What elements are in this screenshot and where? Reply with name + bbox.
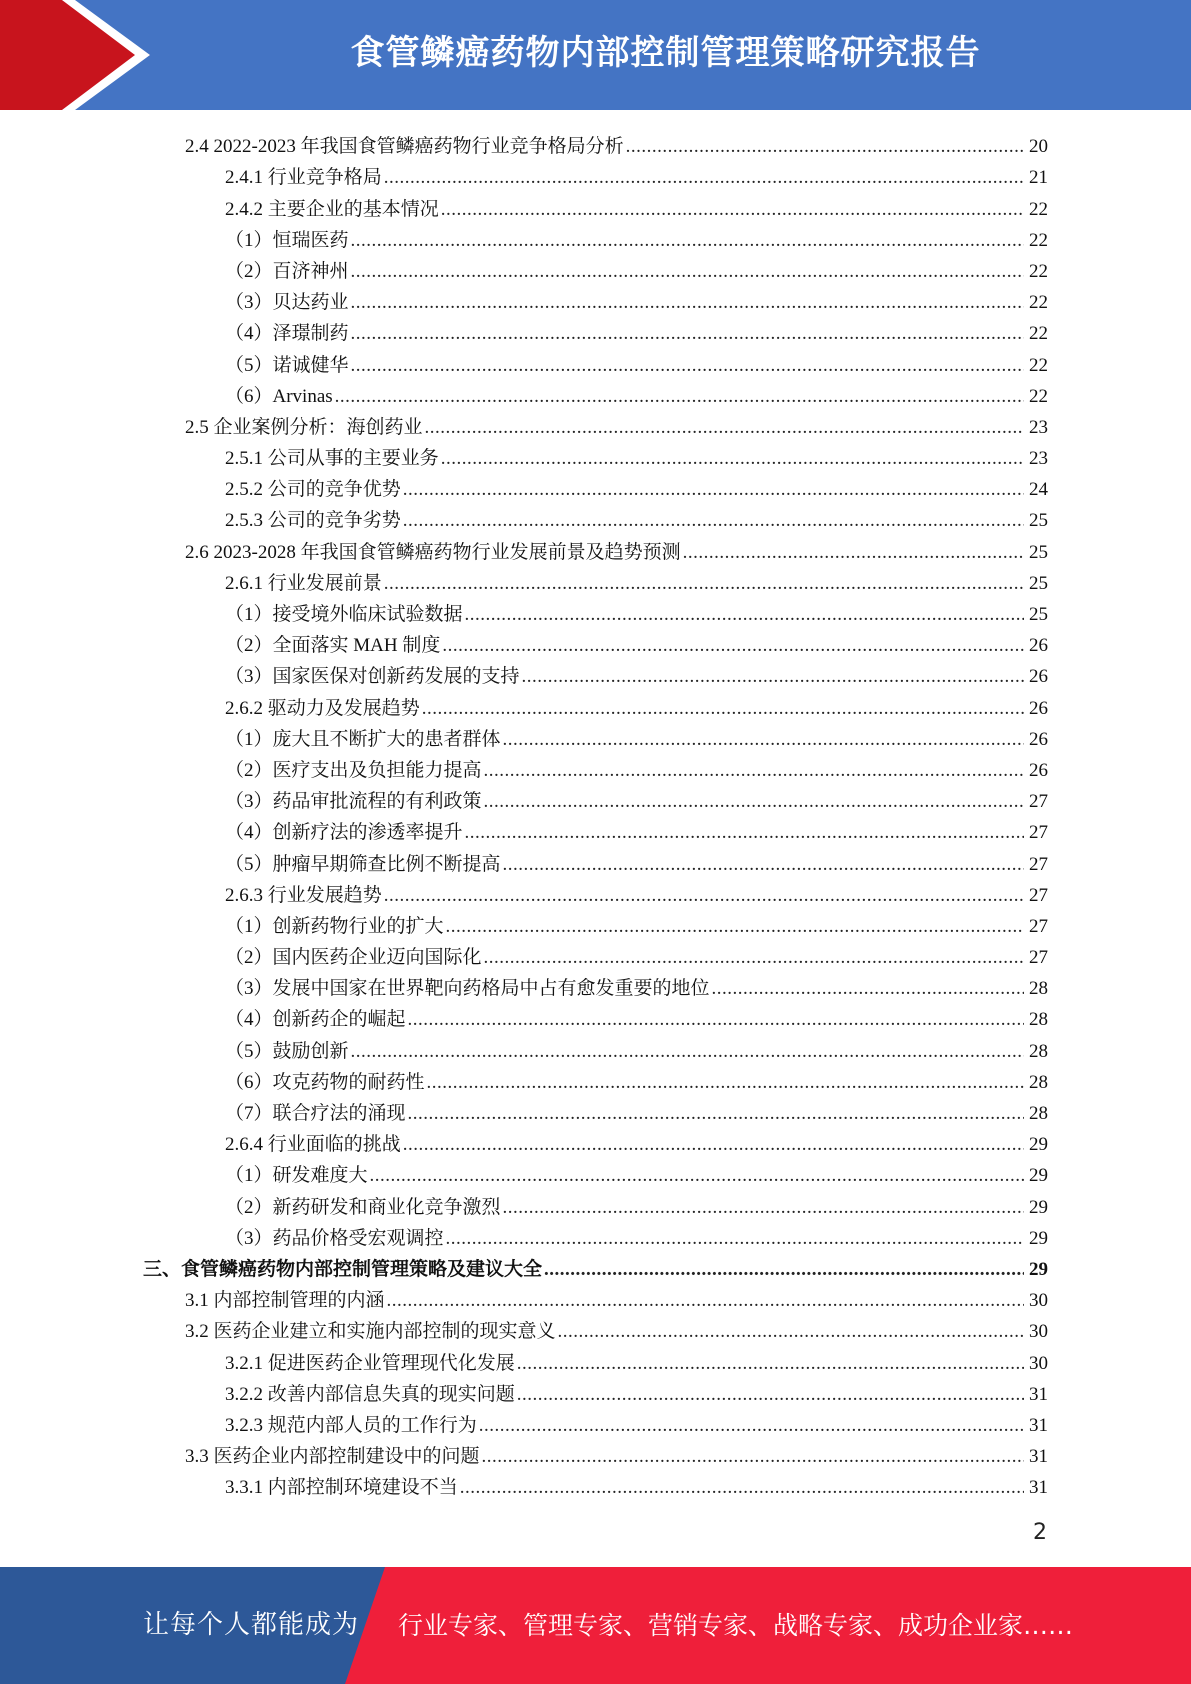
toc-entry-label: （2）百济神州 xyxy=(225,260,349,282)
toc-entry[interactable] xyxy=(0,657,1048,688)
toc-entry[interactable] xyxy=(0,1063,1048,1094)
toc-entry-label: （3）贝达药业 xyxy=(225,292,349,314)
toc-entry-label: （1）创新药物行业的扩大 xyxy=(225,915,444,937)
toc-dot-leader xyxy=(387,1290,1024,1312)
toc-dot-leader xyxy=(351,230,1024,252)
toc-entry[interactable] xyxy=(0,1156,1048,1187)
page-footer xyxy=(0,1567,1191,1684)
toc-dot-leader xyxy=(370,1165,1024,1187)
toc-entry-label: 3.2.3 规范内部人员的工作行为 xyxy=(225,1414,477,1436)
toc-entry-page: 22 xyxy=(1029,198,1048,220)
toc-entry-label: 三、食管鳞癌药物内部控制管理策略及建议大全 xyxy=(143,1258,543,1280)
toc-dot-leader xyxy=(384,573,1024,595)
toc-entry-page: 28 xyxy=(1029,978,1048,1000)
toc-dot-leader xyxy=(484,947,1024,969)
toc-entry[interactable] xyxy=(0,1406,1048,1437)
toc-entry-page: 27 xyxy=(1029,853,1048,875)
toc-dot-leader xyxy=(442,635,1024,657)
toc-entry-label: （3）药品审批流程的有利政策 xyxy=(225,791,482,813)
toc-entry-page: 23 xyxy=(1029,448,1048,470)
toc-entry-page: 25 xyxy=(1029,572,1048,594)
toc-entry-page: 21 xyxy=(1029,167,1048,189)
toc-entry[interactable] xyxy=(0,969,1048,1000)
toc-dot-leader xyxy=(441,448,1024,470)
toc-entry[interactable] xyxy=(0,876,1048,907)
toc-entry-label: （5）肿瘤早期筛查比例不断提高 xyxy=(225,853,501,875)
toc-entry-page: 22 xyxy=(1029,354,1048,376)
toc-entry-page: 30 xyxy=(1029,1290,1048,1312)
toc-dot-leader xyxy=(460,1477,1024,1499)
toc-dot-leader xyxy=(403,1134,1024,1156)
toc-entry-label: （1）研发难度大 xyxy=(225,1165,368,1187)
toc-entry-page: 26 xyxy=(1029,635,1048,657)
toc-entry-page: 29 xyxy=(1029,1165,1048,1187)
toc-entry[interactable] xyxy=(0,688,1048,719)
toc-dot-leader xyxy=(351,355,1024,377)
toc-entry[interactable] xyxy=(0,1375,1048,1406)
toc-entry-page: 26 xyxy=(1029,728,1048,750)
toc-entry-page: 27 xyxy=(1029,915,1048,937)
toc-entry[interactable] xyxy=(0,1031,1048,1062)
toc-dot-leader xyxy=(408,1103,1024,1125)
toc-entry-label: （4）泽璟制药 xyxy=(225,323,349,345)
toc-entry[interactable] xyxy=(0,127,1048,158)
toc-dot-leader xyxy=(558,1321,1024,1343)
toc-entry[interactable] xyxy=(0,751,1048,782)
toc-entry-page: 22 xyxy=(1029,292,1048,314)
toc-entry-label: （6）攻克药物的耐药性 xyxy=(225,1071,425,1093)
toc-entry-label: （2）新药研发和商业化竞争激烈 xyxy=(225,1196,501,1218)
toc-entry-page: 25 xyxy=(1029,541,1048,563)
toc-entry[interactable] xyxy=(0,189,1048,220)
toc-entry-page: 22 xyxy=(1029,229,1048,251)
toc-dot-leader xyxy=(427,1072,1024,1094)
toc-entry[interactable] xyxy=(0,345,1048,376)
toc-entry[interactable] xyxy=(0,158,1048,189)
toc-entry-label: （2）国内医药企业迈向国际化 xyxy=(225,947,482,969)
toc-entry[interactable] xyxy=(0,813,1048,844)
toc-entry-page: 28 xyxy=(1029,1009,1048,1031)
toc-dot-leader xyxy=(544,1259,1024,1281)
toc-entry-page: 26 xyxy=(1029,759,1048,781)
toc-entry-label: （7）联合疗法的涌现 xyxy=(225,1103,406,1124)
table-of-contents xyxy=(0,127,1191,1499)
toc-entry[interactable] xyxy=(0,283,1048,314)
toc-entry[interactable] xyxy=(0,221,1048,252)
toc-entry[interactable] xyxy=(0,1187,1048,1218)
toc-entry[interactable] xyxy=(0,439,1048,470)
toc-entry[interactable] xyxy=(0,1343,1048,1374)
toc-entry[interactable] xyxy=(0,720,1048,751)
toc-entry-label: （3）药品价格受宏观调控 xyxy=(225,1227,444,1249)
toc-entry-label: 2.5 企业案例分析：海创药业 xyxy=(185,416,423,438)
toc-dot-leader xyxy=(712,978,1024,1000)
toc-entry-label: 3.2 医药企业建立和实施内部控制的现实意义 xyxy=(185,1321,556,1343)
toc-entry-label: 3.2.2 改善内部信息失真的现实问题 xyxy=(225,1383,515,1405)
toc-entry-label: （4）创新药企的崛起 xyxy=(225,1009,406,1031)
toc-dot-leader xyxy=(351,261,1024,283)
toc-dot-leader xyxy=(351,292,1024,314)
toc-entry-page: 29 xyxy=(1029,1196,1048,1218)
toc-entry[interactable] xyxy=(0,907,1048,938)
header-red-chevron xyxy=(0,0,150,110)
toc-entry-page: 28 xyxy=(1029,1040,1048,1062)
toc-entry-label: 2.6.4 行业面临的挑战 xyxy=(225,1134,401,1156)
toc-entry-page: 22 xyxy=(1029,385,1048,407)
toc-entry-page: 23 xyxy=(1029,416,1048,438)
toc-entry[interactable] xyxy=(0,501,1048,532)
toc-dot-leader xyxy=(335,386,1024,408)
toc-entry-label: （2）医疗支出及负担能力提高 xyxy=(225,759,482,781)
toc-dot-leader xyxy=(465,822,1024,844)
toc-entry-page: 31 xyxy=(1029,1414,1048,1436)
toc-entry[interactable] xyxy=(0,1281,1048,1312)
toc-entry[interactable] xyxy=(0,782,1048,813)
toc-entry-label: （2）全面落实 MAH 制度 xyxy=(225,635,441,657)
toc-entry-page: 27 xyxy=(1029,947,1048,969)
toc-entry[interactable] xyxy=(0,1437,1048,1468)
toc-entry[interactable] xyxy=(0,470,1048,501)
toc-dot-leader xyxy=(351,323,1024,345)
toc-entry-page: 22 xyxy=(1029,323,1048,345)
toc-entry-page: 29 xyxy=(1029,1227,1048,1249)
toc-entry-label: 3.1 内部控制管理的内涵 xyxy=(185,1290,385,1312)
toc-entry-label: 2.6.1 行业发展前景 xyxy=(225,572,382,594)
page-header xyxy=(0,0,1191,110)
toc-entry[interactable] xyxy=(0,844,1048,875)
footer-slogan-right: 行业专家、管理专家、营销专家、战略专家、成功企业家…… xyxy=(398,1611,1074,1640)
toc-entry[interactable] xyxy=(0,1125,1048,1156)
toc-dot-leader xyxy=(422,698,1024,720)
toc-entry-page: 28 xyxy=(1029,1103,1048,1124)
toc-entry[interactable] xyxy=(0,1312,1048,1343)
footer-slogan-left: 让每个人都能成为 xyxy=(143,1610,360,1640)
toc-entry-page: 29 xyxy=(1029,1258,1048,1280)
toc-entry-page: 24 xyxy=(1029,479,1048,501)
toc-dot-leader xyxy=(626,136,1024,158)
toc-entry-label: （1）庞大且不断扩大的患者群体 xyxy=(225,728,501,750)
toc-entry-page: 20 xyxy=(1029,136,1048,158)
toc-entry-page: 26 xyxy=(1029,666,1048,688)
toc-entry[interactable] xyxy=(0,532,1048,563)
toc-entry-label: 2.6.2 驱动力及发展趋势 xyxy=(225,697,420,719)
toc-dot-leader xyxy=(441,199,1024,221)
toc-entry-label: 2.4.1 行业竞争格局 xyxy=(225,167,382,189)
toc-entry-label: 2.5.1 公司从事的主要业务 xyxy=(225,448,439,470)
toc-dot-leader xyxy=(484,791,1024,813)
toc-dot-leader xyxy=(503,1197,1024,1219)
toc-entry[interactable] xyxy=(0,1219,1048,1250)
toc-dot-leader xyxy=(446,1228,1024,1250)
toc-entry-label: 2.4.2 主要企业的基本情况 xyxy=(225,198,439,220)
toc-entry[interactable] xyxy=(0,626,1048,657)
toc-entry-label: （1）接受境外临床试验数据 xyxy=(225,604,463,625)
toc-dot-leader xyxy=(522,666,1024,688)
toc-dot-leader xyxy=(408,1009,1024,1031)
toc-entry[interactable] xyxy=(0,1094,1048,1125)
toc-entry-label: 2.6.3 行业发展趋势 xyxy=(225,884,382,906)
toc-entry[interactable] xyxy=(0,314,1048,345)
toc-dot-leader xyxy=(384,167,1024,189)
page-number: 2 xyxy=(1033,1520,1047,1545)
toc-dot-leader xyxy=(351,1041,1024,1063)
toc-entry-page: 31 xyxy=(1029,1446,1048,1468)
toc-entry-label: （5）诺诚健华 xyxy=(225,354,349,376)
toc-entry-page: 29 xyxy=(1029,1134,1048,1156)
toc-entry-label: 2.4 2022-2023 年我国食管鳞癌药物行业竞争格局分析 xyxy=(185,136,624,158)
toc-entry-page: 28 xyxy=(1029,1071,1048,1093)
toc-dot-leader xyxy=(503,729,1024,751)
toc-entry-label: （5）鼓励创新 xyxy=(225,1040,349,1062)
toc-entry[interactable] xyxy=(0,1000,1048,1031)
toc-entry-page: 25 xyxy=(1029,510,1048,532)
toc-entry-label: （3）国家医保对创新药发展的支持 xyxy=(225,666,520,688)
toc-entry-label: （1）恒瑞医药 xyxy=(225,229,349,251)
toc-entry-page: 30 xyxy=(1029,1352,1048,1374)
toc-dot-leader xyxy=(446,916,1024,938)
toc-dot-leader xyxy=(484,760,1024,782)
toc-entry-label: 2.6 2023-2028 年我国食管鳞癌药物行业发展前景及趋势预测 xyxy=(185,541,681,563)
toc-dot-leader xyxy=(384,885,1024,907)
toc-entry-label: 3.2.1 促进医药企业管理现代化发展 xyxy=(225,1352,515,1374)
toc-entry-page: 26 xyxy=(1029,697,1048,719)
toc-dot-leader xyxy=(403,479,1024,501)
toc-entry[interactable] xyxy=(0,408,1048,439)
toc-entry-label: 3.3.1 内部控制环境建设不当 xyxy=(225,1477,458,1499)
toc-entry[interactable] xyxy=(0,252,1048,283)
toc-entry-label: 2.5.3 公司的竞争劣势 xyxy=(225,510,401,532)
toc-entry[interactable] xyxy=(0,1250,1048,1281)
toc-entry-label: （4）创新疗法的渗透率提升 xyxy=(225,822,463,844)
toc-entry-label: 3.3 医药企业内部控制建设中的问题 xyxy=(185,1446,480,1468)
toc-entry-page: 27 xyxy=(1029,822,1048,844)
toc-entry[interactable] xyxy=(0,1468,1048,1499)
toc-entry[interactable] xyxy=(0,564,1048,595)
toc-entry-label: （6）Arvinas xyxy=(225,385,333,407)
toc-entry[interactable] xyxy=(0,377,1048,408)
toc-entry-page: 27 xyxy=(1029,884,1048,906)
toc-entry-page: 31 xyxy=(1029,1383,1048,1405)
toc-dot-leader xyxy=(517,1384,1024,1406)
toc-entry-page: 31 xyxy=(1029,1477,1048,1499)
toc-dot-leader xyxy=(503,854,1024,876)
toc-dot-leader xyxy=(517,1353,1024,1375)
toc-dot-leader xyxy=(465,604,1024,626)
toc-dot-leader xyxy=(683,542,1024,564)
toc-entry-label: （3）发展中国家在世界靶向药格局中占有愈发重要的地位 xyxy=(225,978,710,1000)
toc-entry-label: 2.5.2 公司的竞争优势 xyxy=(225,479,401,501)
toc-entry-page: 22 xyxy=(1029,260,1048,282)
toc-dot-leader xyxy=(479,1415,1024,1437)
report-title: 食管鳞癌药物内部控制管理策略研究报告 xyxy=(350,33,981,73)
toc-entry-page: 25 xyxy=(1029,604,1048,625)
toc-entry[interactable] xyxy=(0,595,1048,626)
toc-dot-leader xyxy=(425,417,1024,439)
toc-entry-page: 27 xyxy=(1029,791,1048,813)
toc-entry[interactable] xyxy=(0,938,1048,969)
toc-entry-page: 30 xyxy=(1029,1321,1048,1343)
toc-dot-leader xyxy=(482,1446,1024,1468)
toc-dot-leader xyxy=(403,510,1024,532)
